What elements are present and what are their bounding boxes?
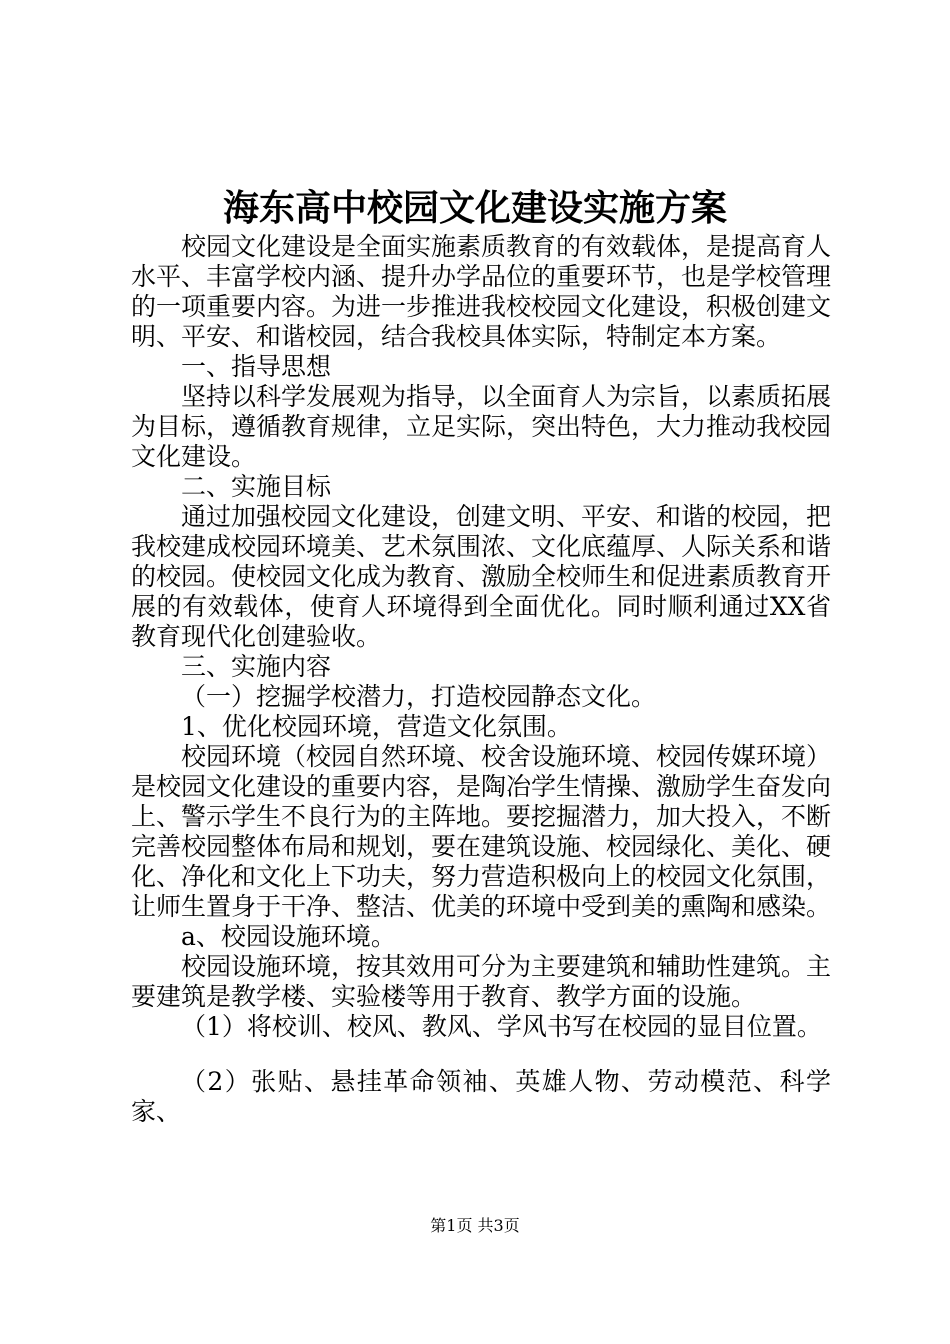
paragraph-guiding-thought: 坚持以科学发展观为指导，以全面育人为宗旨，以素质拓展为目标，遵循教育规律，立足实际，突出特色，大力推动我校园文化建设。 [131,382,832,471]
subsection-heading-1: （一）挖掘学校潜力，打造校园静态文化。 [181,682,657,711]
list-item-1: （1）将校训、校风、教风、学风书写在校园的显目位置。 [181,1012,822,1041]
paragraph-environment: 校园环境（校园自然环境、校舍设施环境、校园传媒环境）是校园文化建设的重要内容，是陶冶学生情操、激励学生奋发向上、警示学生不良行为的主阵地。要挖掘潜力，加大投入，不断完善校园整体布局和规划，要在建筑设施、校园绿化、美化、硬化、净化和文化上下功夫，努力营造积极向上的校园文化氛围，让师生置身于干净、整洁、优美的环境中受到美的熏陶和感染。 [131,742,832,921]
section-heading-2: 二、实施目标 [181,472,332,501]
page-footer: 第1页 共3页 [430,1216,520,1235]
item-heading-a: a、校园设施环境。 [181,922,396,951]
document-title: 海东高中校园文化建设实施方案 [222,187,727,229]
item-heading-1: 1、优化校园环境，营造文化氛围。 [181,712,572,741]
paragraph-intro: 校园文化建设是全面实施素质教育的有效载体，是提高育人水平、丰富学校内涵、提升办学品位的重要环节，也是学校管理的一项重要内容。为进一步推进我校校园文化建设，积极创建文明、平安、和谐校园，结合我校具体实际，特制定本方案。 [131,232,832,351]
paragraph-facilities: 校园设施环境，按其效用可分为主要建筑和辅助性建筑。主要建筑是教学楼、实验楼等用于教育、教学方面的设施。 [131,952,832,1011]
section-heading-1: 一、指导思想 [181,352,332,381]
paragraph-goals: 通过加强校园文化建设，创建文明、平安、和谐的校园，把我校建成校园环境美、艺术氛围浓、文化底蕴厚、人际关系和谐的校园。使校园文化成为教育、激励全校师生和促进素质教育开展的有效载体，使育人环境得到全面优化。同时顺利通过XX省教育现代化创建验收。 [131,502,832,651]
document-body [131,232,831,1127]
list-item-2: （2）张贴、悬挂革命领袖、英雄人物、劳动模范、科学家、 [131,1067,831,1126]
section-heading-3: 三、实施内容 [181,652,332,681]
